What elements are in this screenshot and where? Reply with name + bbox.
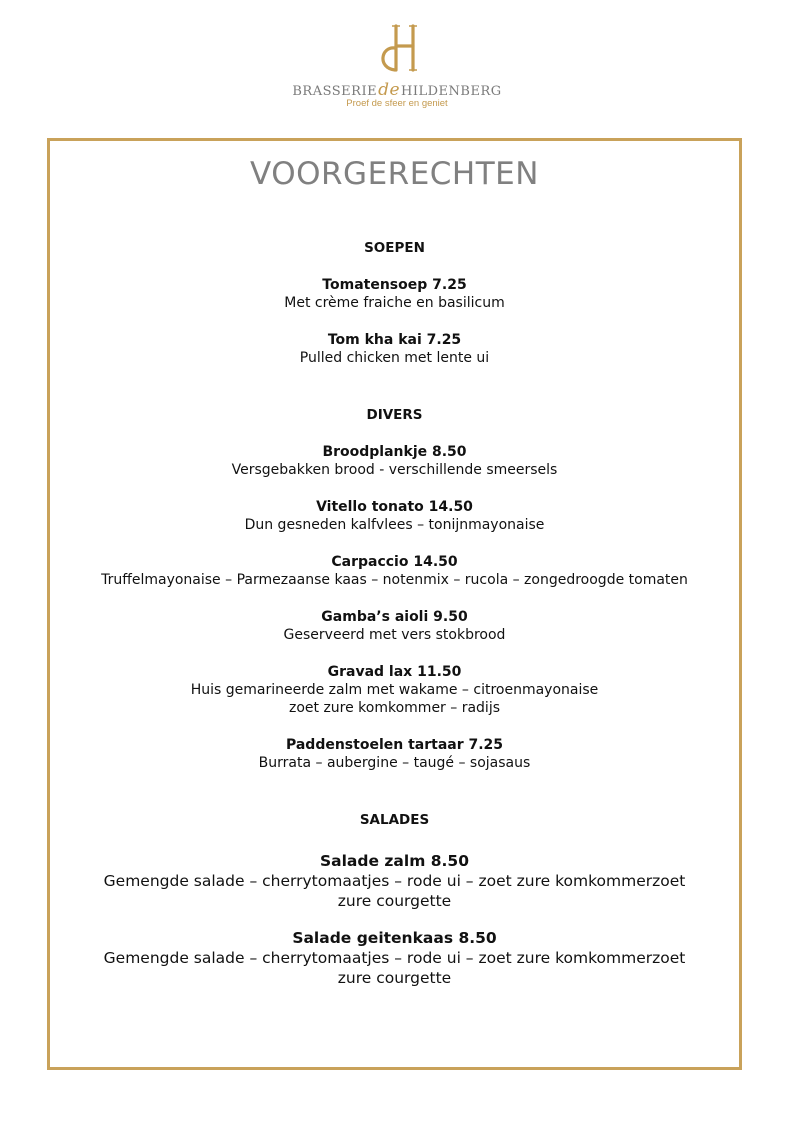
- menu-item: [50, 498, 739, 534]
- page-title: VOORGERECHTEN: [250, 156, 539, 192]
- menu-item: [50, 443, 739, 479]
- menu-item-desc: zoet zure komkommer – radijs: [288, 700, 501, 716]
- menu-item: [50, 553, 739, 589]
- menu-item: [50, 736, 739, 772]
- menu-item-desc: Gemengde salade – cherrytomaatjes – rode ui – zoet zure komkommerzoet zure courgette: [103, 872, 686, 910]
- section-title-divers: DIVERS: [366, 407, 423, 423]
- menu-item-name: Broodplankje 8.50: [322, 444, 467, 460]
- section-title-salades: SALADES: [359, 812, 430, 828]
- menu-item-desc: Burrata – aubergine – taugé – sojasaus: [258, 755, 531, 771]
- menu-frame: [47, 138, 742, 1070]
- section-title-soepen: SOEPEN: [364, 240, 425, 256]
- menu-item: [50, 276, 739, 312]
- brand-name: [0, 80, 794, 100]
- menu-item-name: Vitello tonato 14.50: [316, 499, 473, 515]
- menu-item-name: Salade geitenkaas 8.50: [292, 929, 497, 947]
- menu-item-desc: Dun gesneden kalfvlees – tonijnmayonaise: [244, 517, 545, 533]
- menu-item-name: Tom kha kai 7.25: [327, 332, 462, 348]
- menu-item-desc: Met crème fraiche en basilicum: [284, 295, 505, 311]
- menu-item-desc: Versgebakken brood - verschillende smeersels: [231, 462, 558, 478]
- brand-logo: [0, 18, 794, 109]
- menu-item-name: Paddenstoelen tartaar 7.25: [285, 737, 504, 753]
- menu-item-desc: Huis gemarineerde zalm met wakame – citroenmayonaise: [190, 682, 599, 698]
- menu-item: [50, 851, 739, 911]
- brand-tagline: Proef de sfeer en geniet: [346, 98, 448, 109]
- menu-item-name: Salade zalm 8.50: [320, 852, 469, 870]
- menu-item-name: Carpaccio 14.50: [331, 554, 458, 570]
- brand-name-right: HILDENBERG: [401, 84, 502, 99]
- menu-item-name: Tomatensoep 7.25: [322, 277, 467, 293]
- menu-item-desc: Truffelmayonaise – Parmezaanse kaas – notenmix – rucola – zongedroogde tomaten: [101, 572, 688, 588]
- menu-item-name: Gravad lax 11.50: [327, 664, 462, 680]
- brand-name-left: BRASSERIE: [292, 84, 378, 99]
- menu-item: [50, 928, 739, 988]
- menu-item-name: Gamba’s aioli 9.50: [321, 609, 468, 625]
- menu-item: [50, 331, 739, 367]
- menu-item: [50, 663, 739, 717]
- menu-item-desc: Gemengde salade – cherrytomaatjes – rode ui – zoet zure komkommerzoet zure courgette: [103, 949, 686, 987]
- menu-item-desc: Pulled chicken met lente ui: [299, 350, 490, 366]
- menu-item: [50, 608, 739, 644]
- monogram-icon: [367, 18, 427, 78]
- menu-item-desc: Geserveerd met vers stokbrood: [283, 627, 506, 643]
- brand-name-de: de: [378, 80, 401, 100]
